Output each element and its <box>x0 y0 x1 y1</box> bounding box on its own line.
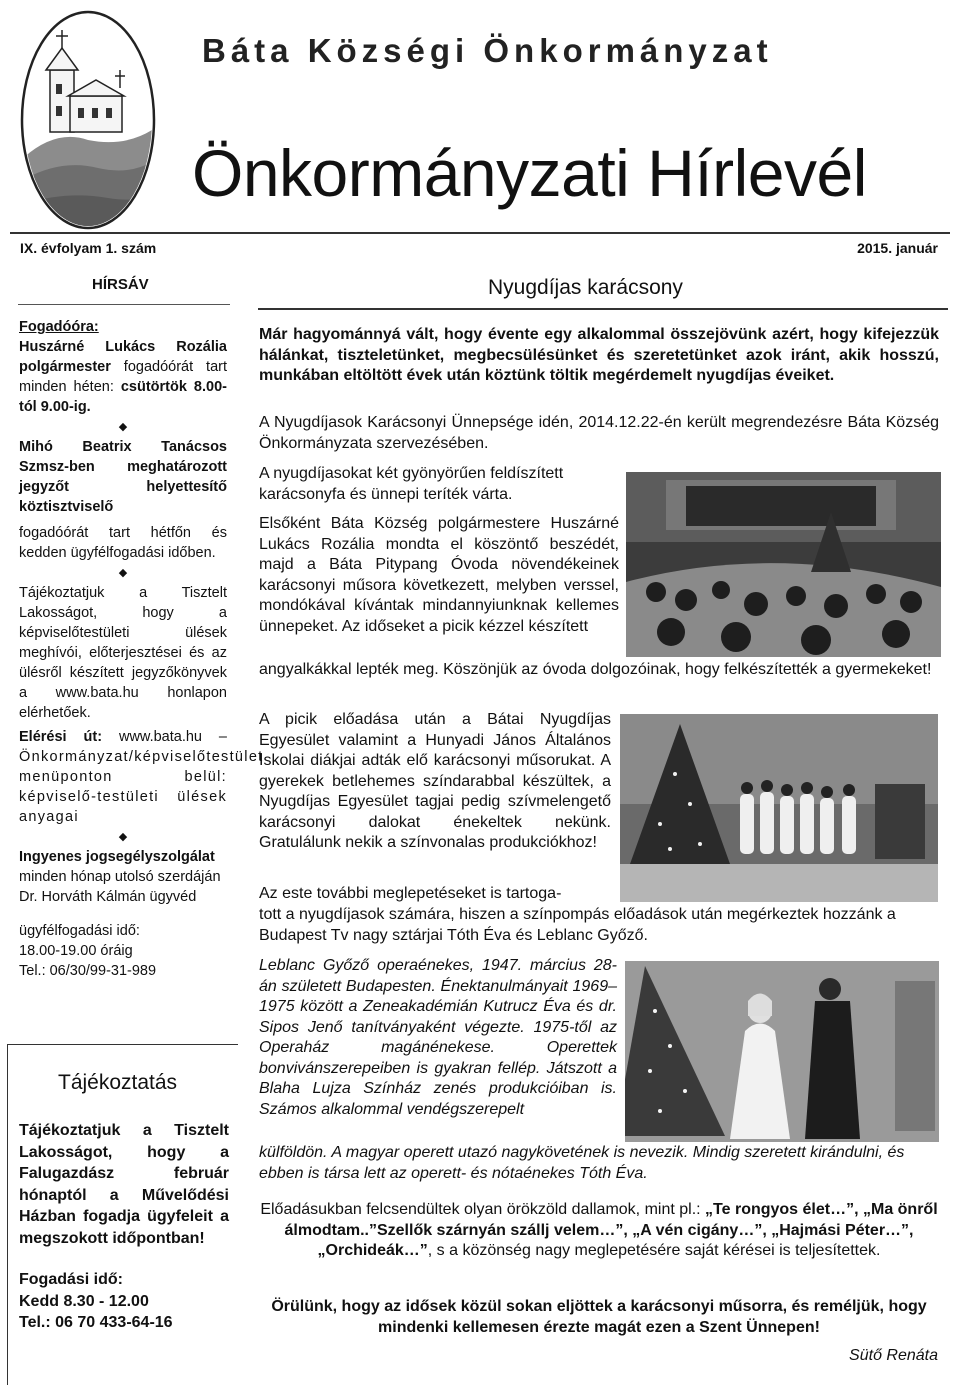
info-box-text: Tájékoztatjuk a Tisztelt Lakosságot, hogy a Falugazdász február hónaptól a Művelődési Házban fogadja ügyfeleit a megszokott időpontban! <box>19 1122 229 1247</box>
info-box-title: Tájékoztatás <box>58 1071 178 1094</box>
newsletter-title: Önkormányzati Hírlevél <box>192 136 867 210</box>
deputy-heading: Mihó Beatrix Tanácsos Szmsz-ben meghatározott jegyzőt helyettesítő köztisztviselő <box>19 439 227 515</box>
sidebar-divider <box>18 304 230 305</box>
reception-heading: Fogadóóra: <box>19 319 99 335</box>
legal-phone: Tel.: 06/30/99-31-989 <box>19 963 157 979</box>
notice-text: Tájékoztatjuk a Tisztelt Lakosságot, hogy a képviselőtestületi ülések meghívói, előterjesztései és az ülésről készített jegyzőkönyvek a www.bata.hu honlapon elérhetőek. <box>19 585 227 721</box>
article-paragraph-1: A Nyugdíjasok Karácsonyi Ünnepsége idén, 2014.12.22-én került megrendezésre Báta Község Önkormányzata szervezésében. <box>259 414 939 452</box>
diamond-bullet-icon: ◆ <box>118 421 128 433</box>
deputy-text: fogadóórát tart hétfőn és kedden ügyfélfogadási időben. <box>19 525 227 561</box>
article-paragraph-3-cont: angyalkákkal lepték meg. Köszönjük az óvoda dolgozóinak, hogy felkészítették a gyermekeket! <box>259 661 932 678</box>
songs-outro: , s a közönség nagy meglepetésére saját kérései is teljesítettek. <box>427 1242 881 1259</box>
songs-paragraph <box>259 1200 939 1262</box>
info-phone: Tel.: 06 70 433-64-16 <box>19 1314 173 1331</box>
article-paragraph-3: Elsőként Báta Község polgármestere Huszárné Lukács Rozália mondta el köszöntő beszédét, majd a Báta Pitypang Óvoda növendékeinek karácsonyi műsora következett, melyben verssel, mondókával kívántak mindannyiunknak kellemes ünnepeket. Az időseket a picik kézzel készített <box>259 515 619 635</box>
reception-block <box>19 337 227 417</box>
diamond-bullet-icon: ◆ <box>118 567 128 579</box>
sidebar-news <box>19 317 264 981</box>
reception-time: 8.00-tól 9.00-ig. <box>19 379 227 415</box>
reception-name: Huszárné Lukács Rozália polgármester <box>19 339 227 375</box>
article-intro: Már hagyománnyá vált, hogy évente egy alkalommal összejövünk azért, hogy kifejezzük hálánkat, tiszteletünket, megbecsülésünket és szeretetünket azok iránt, akik hosszú, munkában eltöltött évek után köztünk töltik megérdemelt nyugdíjas éveiket. <box>259 326 939 384</box>
songs-list: „Te rongyos élet…”, „Ma önről álmodtam..”Szellők szárnyán szállj velem…”, „A vén cigány…”, „Hajmási Péter…”, „Orchideák…” <box>284 1201 938 1259</box>
issue-date: 2015. január <box>857 240 938 256</box>
header-divider <box>10 232 950 234</box>
access-url: www.bata.hu – <box>102 729 227 745</box>
photo-singers-performance <box>625 961 939 1142</box>
article-paragraph-4: A picik előadása után a Bátai Nyugdíjas Egyesület valamint a Hunyadi János Általános Iskolai diákjai adták elő karácsonyi műsorukat. A gyerekek betlehemes színdarabbal készültek, a Nyugdíjas Egyesület tagjai pedig szívmelengető karácsonyi dalokat énekeltek nekünk. Gratulálunk nekik a színvonalas produkciókhoz! <box>259 711 611 851</box>
author-signature: Sütő Renáta <box>849 1347 938 1364</box>
legal-lawyer: Dr. Horváth Kálmán ügyvéd <box>19 889 197 905</box>
legal-when: minden hónap utolsó szerdáján <box>19 869 221 885</box>
issue-number: IX. évfolyam 1. szám <box>20 240 157 256</box>
article-divider <box>258 308 948 310</box>
sidebar-title: HÍRSÁV <box>92 276 149 293</box>
access-block <box>19 727 264 827</box>
legal-heading: Ingyenes jogsegélyszolgálat <box>19 849 215 865</box>
info-hours-label: Fogadási idő: <box>19 1271 123 1288</box>
closing-paragraph: Örülünk, hogy az idősek közül sokan eljöttek a karácsonyi műsorra, és reméljük, hogy mindenki kellemesen érezte magát ezen a Szent Ünnepen! <box>271 1298 927 1336</box>
article-paragraph-2: A nyugdíjasokat két gyönyörűen feldíszített karácsonyfa és ünnepi teríték várta. <box>259 465 564 503</box>
info-hours: Kedd 8.30 - 12.00 <box>19 1292 149 1310</box>
organization-name: Báta Községi Önkormányzat <box>202 32 773 69</box>
article-title: Nyugdíjas karácsony <box>488 276 683 299</box>
songs-intro: Előadásukban felcsendültek olyan örökzöld dallamok, mint pl.: <box>260 1201 706 1218</box>
access-path: Önkormányzat/képviselőtestület menüponton belül: képviselő-testületi ülések anyagai <box>19 749 264 825</box>
legal-hours: 18.00-19.00 óráig <box>19 943 133 959</box>
photo-choir-christmas-tree <box>620 714 938 902</box>
article-paragraph-5: Az este további meglepetéseket is tartoga- <box>259 885 562 902</box>
info-box-body <box>19 1120 229 1334</box>
bata-coat-of-arms-logo <box>18 8 158 233</box>
reception-text: fogadóórát tart minden héten: <box>19 359 227 395</box>
access-label: Elérési út: <box>19 729 103 745</box>
artist-bio-cont: külföldön. A magyar operett utazó nagykövetének is nevezik. Mindig szeretett kirándulni, és ebben is társa lett az operett- és nótaénekes Tóth Éva. <box>259 1144 905 1182</box>
diamond-bullet-icon: ◆ <box>118 831 128 843</box>
artist-bio: Leblanc Győző operaénekes, 1947. március 28-án született Budapesten. Énektanulmányait 1969–1975 között a Zeneakadémián Kutrucz Éva és dr. Sipos Jenő tanítványaként végezte. 1975-től az Operaház magánénekese. Operettek bonvivánszerepeiben is gyakran fellép. Játszott a Blaha Lujza Színház zenés produkcióiban is. Számos alkalommal vendégszerepelt <box>259 957 617 1118</box>
photo-hall-audience <box>626 472 941 657</box>
reception-day: csütörtök <box>120 379 187 395</box>
article-paragraph-5-cont: tott a nyugdíjasok számára, hiszen a színpompás előadások után megérkeztek hozzánk a Budapest Tv nagy sztárjai Tóth Éva és Leblanc Győző. <box>259 906 896 944</box>
legal-hours-label: ügyfélfogadási idő: <box>19 923 140 939</box>
